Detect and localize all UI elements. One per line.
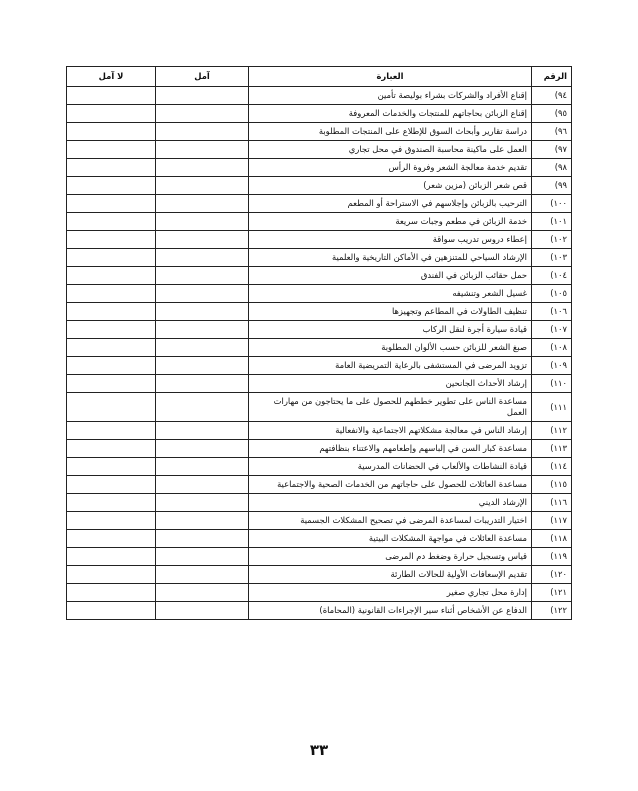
table-row [67,177,572,195]
hopeful-cell[interactable] [156,357,249,375]
item-number: ١١١) [532,393,572,422]
item-statement: مساعدة كبار السن في إلباسهم وإطعامهم والاعتناء بنظافتهم [249,440,532,458]
not-hopeful-cell[interactable] [67,476,156,494]
table-row [67,375,572,393]
not-hopeful-cell[interactable] [67,159,156,177]
hopeful-cell[interactable] [156,476,249,494]
hopeful-cell[interactable] [156,231,249,249]
hopeful-cell[interactable] [156,548,249,566]
not-hopeful-cell[interactable] [67,105,156,123]
item-number: ٩٧) [532,141,572,159]
not-hopeful-cell[interactable] [67,267,156,285]
item-statement: مساعدة العائلات للحصول على حاجاتهم من الخدمات الصحية والاجتماعية [249,476,532,494]
not-hopeful-cell[interactable] [67,249,156,267]
not-hopeful-header: لا آمل [67,67,156,87]
item-number: ١٠٥) [532,285,572,303]
hopeful-cell[interactable] [156,123,249,141]
item-statement: إقناع الأفراد والشركات بشراء بوليصة تأمين [249,87,532,105]
item-number: ١٠١) [532,213,572,231]
hopeful-cell[interactable] [156,195,249,213]
table-row [67,213,572,231]
table-row [67,458,572,476]
table-row [67,393,572,422]
item-number: ١١٧) [532,512,572,530]
item-number: ١٠٩) [532,357,572,375]
table-row [67,231,572,249]
hopeful-cell[interactable] [156,141,249,159]
item-statement: مساعدة العائلات في مواجهة المشكلات البيتية [249,530,532,548]
hopeful-cell[interactable] [156,584,249,602]
item-number: ١١٤) [532,458,572,476]
table-row [67,440,572,458]
hopeful-cell[interactable] [156,105,249,123]
not-hopeful-cell[interactable] [67,177,156,195]
not-hopeful-cell[interactable] [67,321,156,339]
hopeful-cell[interactable] [156,177,249,195]
item-number: ١١٥) [532,476,572,494]
item-statement: الإرشاد الديني [249,494,532,512]
hopeful-cell[interactable] [156,87,249,105]
item-statement: قص شعر الزبائن (مزين شعر) [249,177,532,195]
hopeful-cell[interactable] [156,566,249,584]
item-statement: تزويد المرضى في المستشفى بالرعاية التمريضية العامة [249,357,532,375]
statement-header: العبارة [249,67,532,87]
item-number: ١١٠) [532,375,572,393]
not-hopeful-cell[interactable] [67,285,156,303]
table-row [67,123,572,141]
item-number: ١١٦) [532,494,572,512]
table-row [67,357,572,375]
interest-table [66,66,572,620]
item-number: ٩٥) [532,105,572,123]
table-row [67,584,572,602]
item-number: ١١٩) [532,548,572,566]
not-hopeful-cell[interactable] [67,141,156,159]
not-hopeful-cell[interactable] [67,231,156,249]
hopeful-cell[interactable] [156,512,249,530]
hopeful-cell[interactable] [156,285,249,303]
number-header: الرقم [532,67,572,87]
not-hopeful-cell[interactable] [67,530,156,548]
hopeful-cell[interactable] [156,393,249,422]
not-hopeful-cell[interactable] [67,303,156,321]
hopeful-cell[interactable] [156,422,249,440]
table-row [67,141,572,159]
item-statement: الدفاع عن الأشخاص أثناء سير الإجراءات القانونية (المحاماة) [249,602,532,620]
item-number: ١٠٢) [532,231,572,249]
not-hopeful-cell[interactable] [67,87,156,105]
item-statement: مساعدة الناس على تطوير خططهم للحصول على ما يحتاجون من مهارات العمل [249,393,532,422]
not-hopeful-cell[interactable] [67,602,156,620]
item-statement: إعطاء دروس تدريب سواقة [249,231,532,249]
item-number: ٩٤) [532,87,572,105]
item-number: ١٠٨) [532,339,572,357]
item-statement: قيادة سيارة أجرة لنقل الركاب [249,321,532,339]
not-hopeful-cell[interactable] [67,422,156,440]
not-hopeful-cell[interactable] [67,357,156,375]
not-hopeful-cell[interactable] [67,375,156,393]
item-statement: غسيل الشعر وتنشيفه [249,285,532,303]
hopeful-cell[interactable] [156,267,249,285]
not-hopeful-cell[interactable] [67,123,156,141]
item-statement: دراسة تقارير وأبحاث السوق للإطلاع على المنتجات المطلوبة [249,123,532,141]
item-statement: إقناع الزبائن بحاجاتهم للمنتجات والخدمات المعروفة [249,105,532,123]
table-row [67,105,572,123]
item-number: ١٠٤) [532,267,572,285]
table-row [67,285,572,303]
item-number: ٩٦) [532,123,572,141]
item-number: ١٢٠) [532,566,572,584]
not-hopeful-cell[interactable] [67,213,156,231]
not-hopeful-cell[interactable] [67,548,156,566]
table-row [67,494,572,512]
table-row [67,195,572,213]
item-number: ١١٢) [532,422,572,440]
table-body [67,87,572,620]
item-statement: صبغ الشعر للزبائن حسب الألوان المطلوبة [249,339,532,357]
hopeful-cell[interactable] [156,159,249,177]
table-row [67,566,572,584]
not-hopeful-cell[interactable] [67,393,156,422]
table-row [67,303,572,321]
item-number: ١٠٠) [532,195,572,213]
not-hopeful-cell[interactable] [67,458,156,476]
table-row [67,249,572,267]
item-number: ١٠٣) [532,249,572,267]
table-row [67,159,572,177]
hopeful-cell[interactable] [156,213,249,231]
not-hopeful-cell[interactable] [67,440,156,458]
table-row [67,476,572,494]
item-statement: تقديم خدمة معالجة الشعر وفروة الرأس [249,159,532,177]
item-statement: الترحيب بالزبائن وإجلاسهم في الاستراحة أو المطعم [249,195,532,213]
item-number: ١١٣) [532,440,572,458]
item-number: ٩٨) [532,159,572,177]
item-number: ١٠٧) [532,321,572,339]
hopeful-cell[interactable] [156,339,249,357]
table-row [67,87,572,105]
item-number: ١٠٦) [532,303,572,321]
page-number: ٣٣ [309,741,329,759]
hopeful-cell[interactable] [156,321,249,339]
item-statement: العمل على ماكينة محاسبة الصندوق في محل تجاري [249,141,532,159]
item-statement: اختيار التدريبات لمساعدة المرضى في تصحيح المشكلات الجسمية [249,512,532,530]
item-statement: خدمة الزبائن في مطعم وجبات سريعة [249,213,532,231]
item-statement: تقديم الإسعافات الأولية للحالات الطارئة [249,566,532,584]
hopeful-cell[interactable] [156,249,249,267]
table-row [67,339,572,357]
header-row [67,67,572,87]
table-row [67,422,572,440]
item-number: ١١٨) [532,530,572,548]
item-statement: قياس وتسجيل حرارة وضغط دم المرضى [249,548,532,566]
table-row [67,602,572,620]
questionnaire-sheet [66,66,571,620]
not-hopeful-cell[interactable] [67,339,156,357]
not-hopeful-cell[interactable] [67,566,156,584]
not-hopeful-cell[interactable] [67,512,156,530]
hopeful-cell[interactable] [156,494,249,512]
item-number: ١٢١) [532,584,572,602]
hopeful-cell[interactable] [156,440,249,458]
hopeful-cell[interactable] [156,530,249,548]
item-statement: إدارة محل تجاري صغير [249,584,532,602]
table-row [67,321,572,339]
table-row [67,530,572,548]
item-statement: حمل حقائب الزبائن في الفندق [249,267,532,285]
not-hopeful-cell[interactable] [67,195,156,213]
hopeful-cell[interactable] [156,458,249,476]
item-statement: إرشاد الأحداث الجانحين [249,375,532,393]
hopeful-cell[interactable] [156,303,249,321]
not-hopeful-cell[interactable] [67,494,156,512]
hopeful-cell[interactable] [156,602,249,620]
item-statement: قيادة النشاطات والألعاب في الحضانات المدرسية [249,458,532,476]
table-row [67,512,572,530]
item-number: ١٢٢) [532,602,572,620]
not-hopeful-cell[interactable] [67,584,156,602]
item-statement: الإرشاد السياحي للمتنزهين في الأماكن التاريخية والعلمية [249,249,532,267]
table-row [67,548,572,566]
hopeful-header: آمل [156,67,249,87]
item-statement: إرشاد الناس في معالجة مشكلاتهم الاجتماعية والانفعالية [249,422,532,440]
hopeful-cell[interactable] [156,375,249,393]
item-statement: تنظيف الطاولات في المطاعم وتجهيزها [249,303,532,321]
item-number: ٩٩) [532,177,572,195]
table-row [67,267,572,285]
